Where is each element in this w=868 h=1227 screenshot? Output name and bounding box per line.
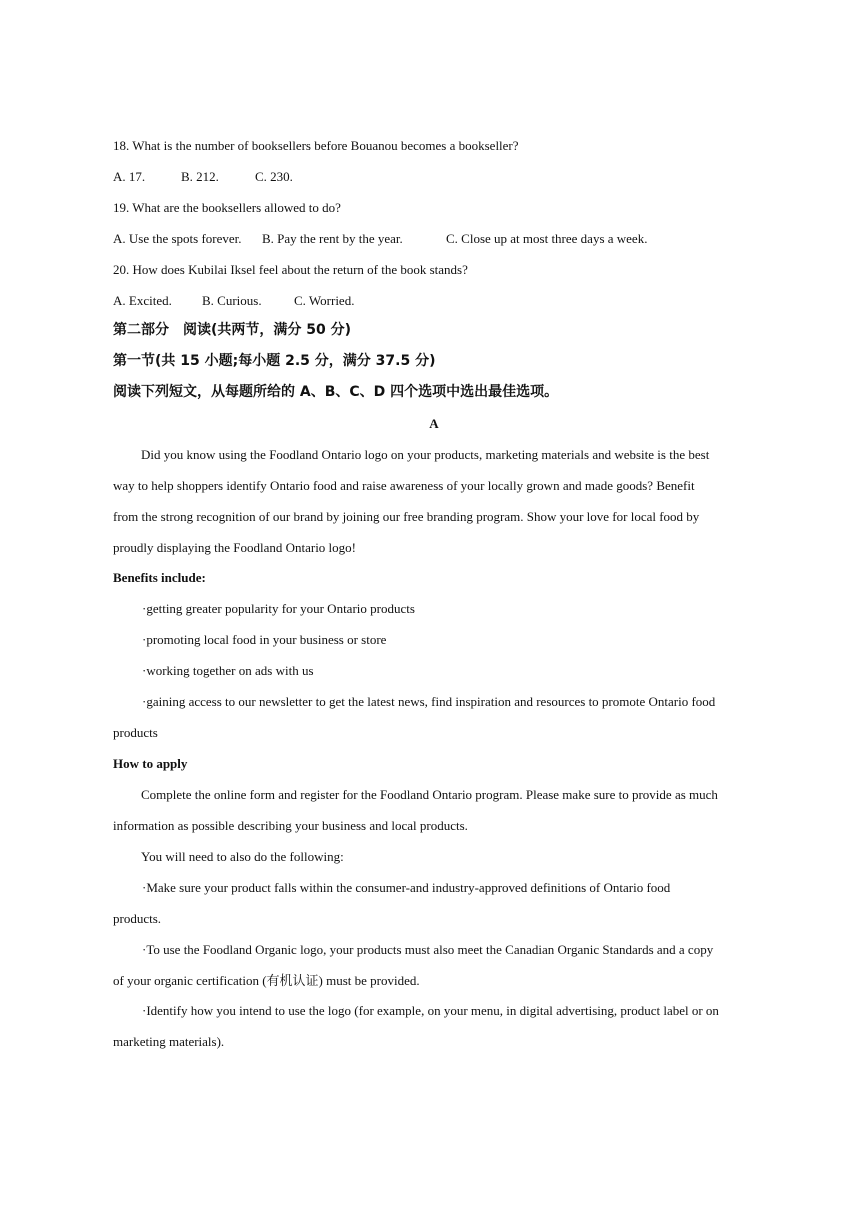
apply-heading: How to apply [113,756,188,771]
apply-line: information as possible describing your business and local products. [113,818,468,833]
benefit-item: ·promoting local food in your business or store [142,632,387,647]
question-20-option-b[interactable]: B. Curious. [202,293,262,308]
benefit-item: ·getting greater popularity for your Ontario products [142,601,415,616]
passage-intro-line: from the strong recognition of our brand by joining our free branding program. Show your love for local food by [113,509,700,524]
apply-requirement: ·Make sure your product falls within the consumer-and industry-approved definitions of Ontario food [142,880,671,895]
passage-label: A [429,416,439,431]
passage-intro-line: way to help shoppers identify Ontario food and raise awareness of your locally grown and made goods? Benefit [113,478,695,493]
question-19-option-b[interactable]: B. Pay the rent by the year. [262,231,403,246]
question-18-option-b[interactable]: B. 212. [181,169,219,184]
question-18-option-a[interactable]: A. 17. [113,169,146,184]
passage-intro-line: Did you know using the Foodland Ontario logo on your products, marketing materials and website is the best [141,447,710,462]
question-20-options [113,293,354,309]
question-18-options [113,169,293,185]
instruction: 阅读下列短文，从每题所给的 A、B、C、D 四个选项中选出最佳选项。 [113,384,559,400]
question-19-option-a[interactable]: A. Use the spots forever. [113,231,242,246]
passage-intro-line: proudly displaying the Foodland Ontario logo! [113,540,357,555]
apply-requirement-continued: products. [113,911,162,926]
benefit-item: ·gaining access to our newsletter to get the latest news, find inspiration and resources to promote Ontario food [142,694,716,709]
subsection-title: 第一节(共 15 小题;每小题 2.5 分，满分 37.5 分) [113,353,436,369]
question-19-option-c[interactable]: C. Close up at most three days a week. [446,231,648,246]
apply-line: You will need to also do the following: [141,849,344,864]
apply-requirement-continued: marketing materials). [113,1034,225,1049]
apply-requirement: ·To use the Foodland Organic logo, your products must also meet the Canadian Organic Standards and a copy [142,942,714,957]
apply-requirement-continued: of your organic certification (有机认证) must be provided. [113,973,420,988]
question-19-stem: 19. What are the booksellers allowed to do? [113,200,341,215]
question-20-stem: 20. How does Kubilai Iksel feel about the return of the book stands? [113,262,468,277]
benefit-item: ·working together on ads with us [142,663,314,678]
apply-line: Complete the online form and register for the Foodland Ontario program. Please make sure to provide as much [141,787,718,802]
benefits-heading: Benefits include: [113,570,206,585]
question-19-options [113,231,647,247]
question-20-option-a[interactable]: A. Excited. [113,293,172,308]
apply-requirement: ·Identify how you intend to use the logo (for example, on your menu, in digital advertising, product label or on [142,1003,719,1018]
benefit-item-continued: products [113,725,158,740]
question-18-option-c[interactable]: C. 230. [255,169,293,184]
question-20-option-c[interactable]: C. Worried. [294,293,355,308]
question-18-stem: 18. What is the number of booksellers before Bouanou becomes a bookseller? [113,138,519,153]
part-title: 第二部分 阅读(共两节，满分 50 分) [113,322,352,338]
